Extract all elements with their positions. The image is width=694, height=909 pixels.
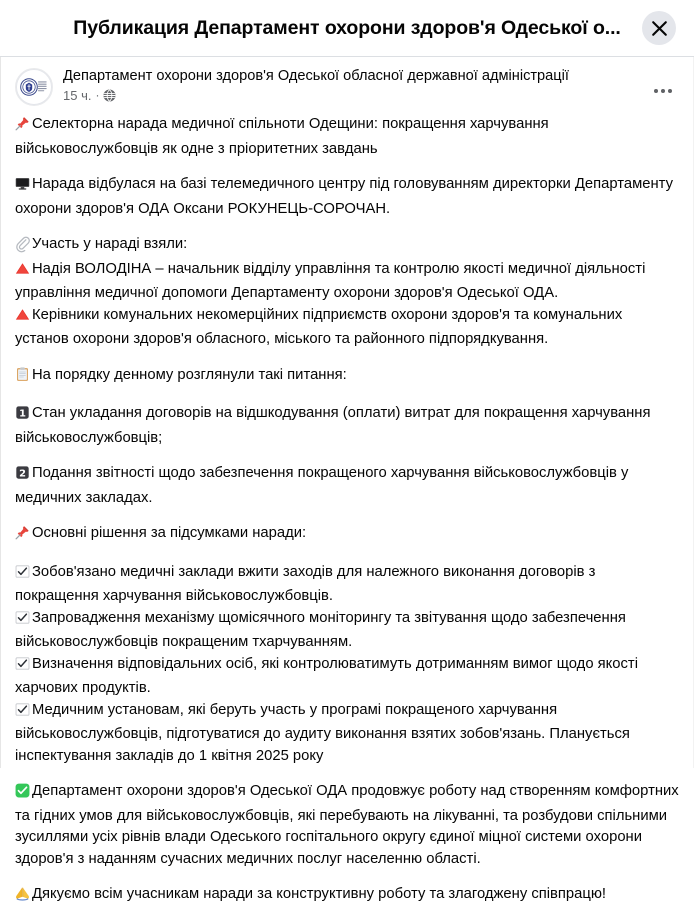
post-paragraph — [15, 463, 679, 509]
post-paragraph-text: Керівники комунальних некомерційних підприємств охорони здоров'я та комунальних установ охорони здоров'я обласного, міського та районного підпорядкування. — [15, 306, 623, 347]
svg-text:1: 1 — [19, 408, 26, 420]
keycap-2-icon — [15, 465, 30, 488]
organization-emblem-avatar-icon — [16, 69, 52, 105]
post-timestamp-row — [63, 87, 679, 104]
post-paragraph — [15, 305, 679, 351]
close-button[interactable] — [642, 11, 676, 45]
post-paragraph — [15, 403, 679, 449]
dialog-header — [0, 0, 694, 57]
post-paragraph — [15, 884, 679, 909]
separator-dot: · — [95, 88, 100, 102]
avatar[interactable] — [15, 68, 53, 106]
red-triangle-up-icon — [15, 261, 30, 284]
post-timestamp[interactable]: 15 ч. — [63, 88, 92, 103]
post-paragraph — [15, 174, 679, 220]
post-paragraph-text: Подання звітності щодо забезпечення покращеного харчування військовослужбовців у медичних закладах. — [15, 465, 629, 506]
red-triangle-up-icon — [15, 307, 30, 330]
svg-text:2: 2 — [19, 468, 26, 480]
more-options-icon — [668, 89, 672, 93]
post-paragraph-text: Основні рішення за підсумками наради: — [32, 525, 307, 541]
green-check-box-icon — [15, 783, 30, 806]
more-options-button[interactable] — [647, 75, 679, 107]
pushpin-icon — [15, 116, 30, 139]
post-paragraph — [15, 234, 679, 259]
post-body — [1, 110, 693, 909]
post-paragraph-text: Дякуємо всім учасникам наради за конструктивну роботу та злагоджену співпрацю! — [32, 886, 607, 902]
post-paragraph-text: На порядку денному розглянули такі питання: — [32, 366, 347, 383]
post-paragraph — [15, 365, 679, 390]
folded-hands-icon — [15, 886, 30, 909]
poster-name[interactable]: Департамент охорони здоров'я Одеської обласної державної адміністрації — [63, 68, 569, 84]
pushpin-icon — [15, 525, 30, 548]
ballot-check-icon — [15, 564, 30, 587]
post-header — [1, 57, 693, 110]
close-icon — [651, 20, 668, 37]
post-scroll-container[interactable] — [0, 57, 694, 902]
post-paragraph — [15, 700, 679, 768]
post-paragraph — [15, 781, 679, 870]
ballot-check-icon — [15, 656, 30, 679]
poster-meta — [63, 67, 679, 104]
desktop-computer-icon — [15, 176, 30, 199]
post-paragraph-text: Медичним установам, які беруть участь у програмі покращеного харчування військовослужбовців, підготуватися до аудиту виконання взятих зобов'язань. Планується інспектування закладів до 1 квітня 2025 року — [15, 701, 630, 764]
post-paragraph-text: Участь у нараді взяли: — [32, 236, 188, 252]
post-paragraph — [15, 259, 679, 305]
post-paragraph-text: Селекторна нарада медичної спільноти Одещини: покращення харчування військовослужбовців як одне з пріоритетних завдань — [15, 116, 549, 157]
keycap-1-icon — [15, 405, 30, 428]
post-paragraph-text: Запровадження механізму щомісячного моніторингу та звітування щодо забезпечення військовослужбовців покращеним тхарчуванням. — [15, 609, 626, 650]
post-paragraph-text: Визначення відповідальних осіб, які контролюватимуть дотриманням вимог щодо якості харчових продуктів. — [15, 655, 639, 696]
post-paragraph-text: Стан укладання договорів на відшкодування (оплати) витрат для покращення харчування військовослужбовців; — [15, 405, 651, 446]
post-paragraph — [15, 654, 679, 700]
page-title: Публикация Департамент охорони здоров'я Одеської о... — [73, 16, 621, 39]
ballot-check-icon — [15, 702, 30, 725]
post-paragraph-text: Нарада відбулася на базі телемедичного центру під головуванням директорки Департаменту охорони здоров'я ОДА Оксани РОКУНЕЦЬ-СОРОЧАН. — [15, 176, 674, 217]
ballot-check-icon — [15, 610, 30, 633]
post-paragraph-text: Зобов'язано медичні заклади вжити заходів для належного виконання договорів з покращення харчування військовослужбовців. — [15, 563, 596, 604]
post-paragraph — [15, 523, 679, 548]
post-paragraph — [15, 562, 679, 608]
post-paragraph-text: Надія ВОЛОДІНА – начальник відділу управління та контролю якості медичної діяльності управління медичної допомоги Департаменту охорони здоров'я Одеської ОДА. — [15, 260, 646, 301]
post-paragraph — [15, 608, 679, 654]
more-options-icon — [661, 89, 665, 93]
clipboard-icon — [15, 367, 30, 390]
post-paragraph — [15, 114, 679, 160]
paperclip-icon — [15, 236, 30, 259]
globe-icon[interactable] — [103, 89, 116, 102]
more-options-icon — [654, 89, 658, 93]
post-paragraph-text: Департамент охорони здоров'я Одеської ОДА продовжує роботу над створенням комфортних та гідних умов для військовослужбовців, які перебувають на лікуванні, та розбудови спільними зусиллями усіх рівнів влади Одеського госпітального округу єдиної міцної системи охорони здоров'я з наданням сучасних медичних послуг населенню області. — [15, 783, 679, 867]
